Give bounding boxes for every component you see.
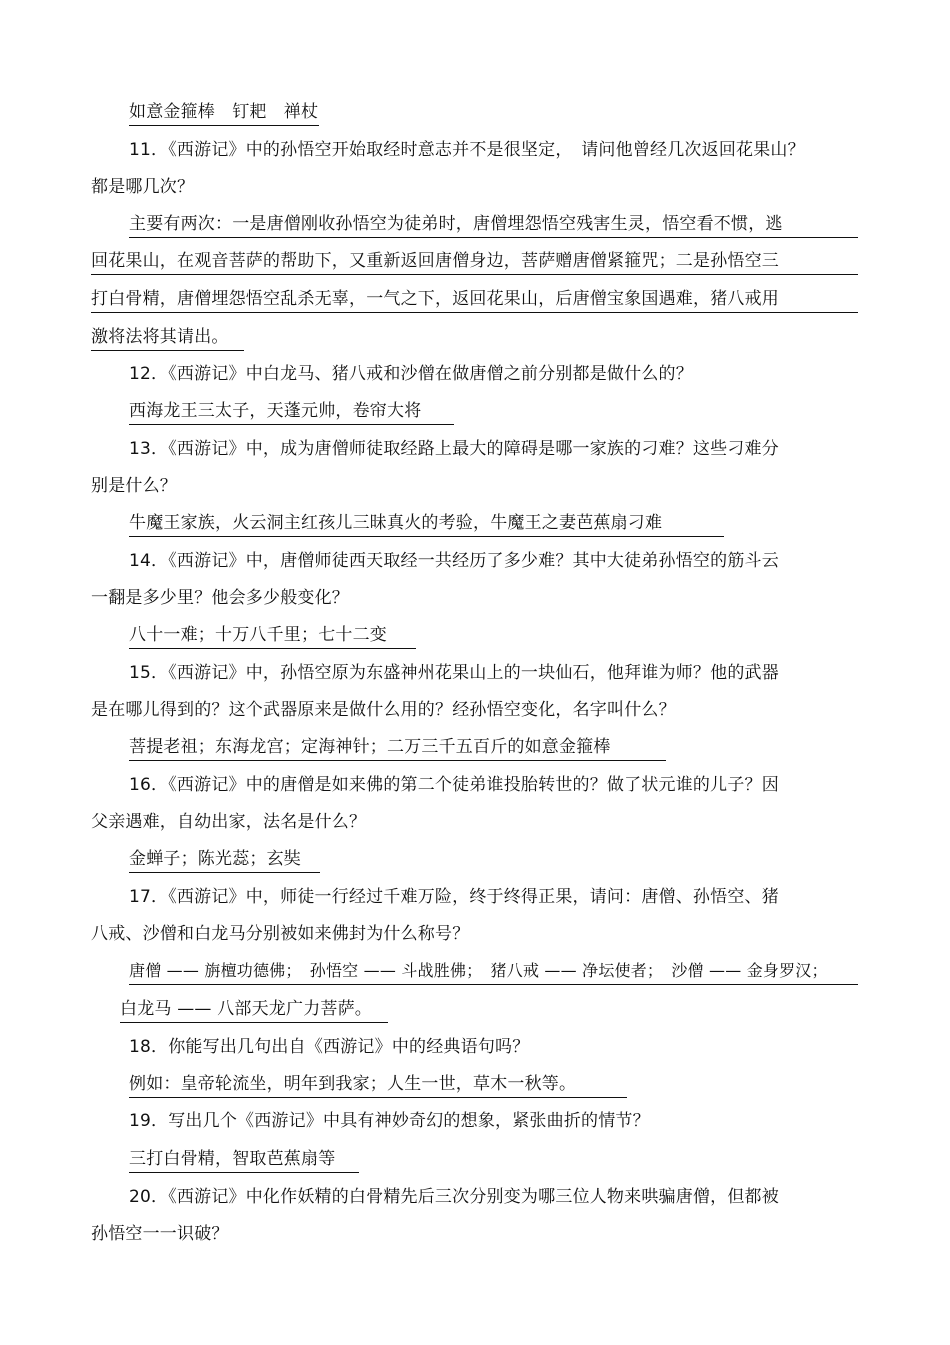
answer-11-line-2: 回花果山，在观音菩萨的帮助下，又重新返回唐僧身边，菩萨赠唐僧紧箍咒；二是孙悟空三 — [91, 250, 858, 275]
question-14-line-1: 14．《西游记》中，唐僧师徒西天取经一共经历了多少难？其中大徒弟孙悟空的筋斗云 — [129, 551, 779, 571]
answer-11-line-3: 打白骨精，唐僧埋怨悟空乱杀无辜，一气之下，返回花果山，后唐僧宝象国遇难，猪八戒用 — [91, 288, 858, 313]
answer-11-line-4: 激将法将其请出。 — [91, 326, 244, 351]
question-16-line-1: 16．《西游记》中的唐僧是如来佛的第二个徒弟谁投胎转世的？做了状元谁的儿子？因 — [129, 775, 779, 795]
answer-12: 西海龙王三太子，天蓬元帅，卷帘大将 — [129, 400, 454, 425]
answer-17-line-1: 唐僧 —— 旃檀功德佛； 孙悟空 —— 斗战胜佛； 猪八戒 —— 净坛使者； 沙僧 —— 金身罗汉； — [129, 960, 858, 985]
question-20-line-2: 孙悟空一一识破？ — [91, 1224, 229, 1244]
answer-17-line-2: 白龙马 —— 八部天龙广力菩萨。 — [120, 998, 388, 1023]
question-12: 12．《西游记》中白龙马、猪八戒和沙僧在做唐僧之前分别都是做什么的？ — [129, 364, 693, 384]
answer-15: 菩提老祖；东海龙宫；定海神针；二万三千五百斤的如意金箍棒 — [129, 736, 666, 761]
question-13-line-2: 别是什么？ — [91, 476, 177, 496]
question-13-line-1: 13．《西游记》中，成为唐僧师徒取经路上最大的障碍是哪一家族的刁难？这些刁难分 — [129, 439, 779, 459]
question-14-line-2: 一翻是多少里？他会多少般变化？ — [91, 588, 349, 608]
question-11-line-1: 11．《西游记》中的孙悟空开始取经时意志并不是很坚定， 请问他曾经几次返回花果山？ — [129, 140, 805, 160]
answer-16: 金蝉子；陈光蕊；玄奘 — [129, 848, 320, 873]
question-20-line-1: 20．《西游记》中化作妖精的白骨精先后三次分别变为哪三位人物来哄骗唐僧，但都被 — [129, 1187, 779, 1207]
question-15-line-1: 15．《西游记》中，孙悟空原为东盛神州花果山上的一块仙石，他拜谁为师？他的武器 — [129, 663, 779, 683]
question-18: 18．你能写出几句出自《西游记》中的经典语句吗？ — [129, 1037, 530, 1057]
answer-18: 例如：皇帝轮流坐，明年到我家；人生一世，草木一秋等。 — [129, 1073, 627, 1098]
question-19: 19．写出几个《西游记》中具有神妙奇幻的想象，紧张曲折的情节？ — [129, 1111, 650, 1131]
question-11-line-2: 都是哪几次？ — [91, 177, 195, 197]
question-16-line-2: 父亲遇难，自幼出家，法名是什么？ — [91, 812, 367, 832]
answer-13: 牛魔王家族，火云洞主红孩儿三昧真火的考验，牛魔王之妻芭蕉扇刁难 — [129, 512, 724, 537]
answer-19: 三打白骨精，智取芭蕉扇等 — [129, 1148, 359, 1173]
answer-10: 如意金箍棒 钉耙 禅杖 — [129, 101, 319, 126]
answer-11-line-1: 主要有两次：一是唐僧刚收孙悟空为徒弟时，唐僧埋怨悟空残害生灵，悟空看不惯，逃 — [129, 213, 858, 238]
question-15-line-2: 是在哪儿得到的？这个武器原来是做什么用的？经孙悟空变化，名字叫什么？ — [91, 700, 676, 720]
question-17-line-1: 17．《西游记》中，师徒一行经过千难万险，终于终得正果，请问：唐僧、孙悟空、猪 — [129, 887, 779, 907]
answer-14: 八十一难；十万八千里；七十二变 — [129, 624, 416, 649]
question-17-line-2: 八戒、沙僧和白龙马分别被如来佛封为什么称号？ — [91, 924, 470, 944]
